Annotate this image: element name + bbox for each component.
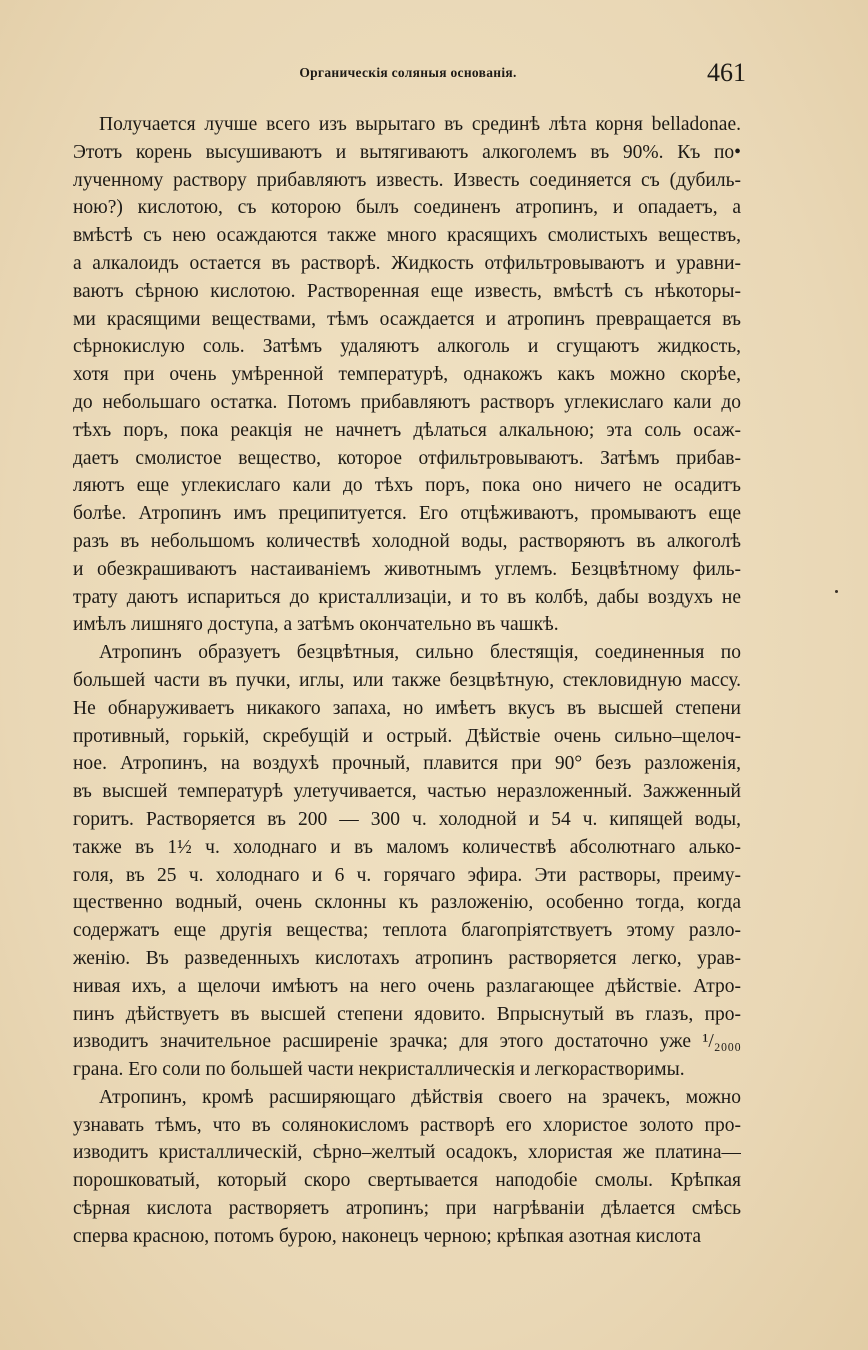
text-line: голя, въ 25 ч. холоднаго и 6 ч. горячаго эфира. Эти растворы, преиму- bbox=[73, 864, 741, 886]
text-line: сперва красною, потомъ бурою, наконецъ черною; крѣпкая азотная кислота bbox=[73, 1225, 702, 1247]
text-line: порошковатый, который скоро свертывается наподобіе смолы. Крѣпкая bbox=[73, 1170, 741, 1192]
text-line: ною?) кислотою, съ которою былъ соединенъ атропинъ, и опадаетъ, а bbox=[73, 197, 741, 219]
text-line: Не обнаруживаетъ никакого запаха, но имѣетъ вкусъ въ высшей степени bbox=[73, 697, 741, 719]
text-line: Атропинъ, кромѣ расширяющаго дѣйствія своего на зрачекъ, можно bbox=[99, 1086, 741, 1108]
text-line: и обезкрашиваютъ настаиваніемъ животнымъ углемъ. Безцвѣтному филь- bbox=[73, 558, 741, 580]
running-title: Органическія соляныя основанія. bbox=[299, 65, 517, 80]
text-line: ваютъ сѣрною кислотою. Растворенная еще известь, вмѣстѣ съ нѣкоторы- bbox=[73, 280, 741, 302]
text-line: изводитъ значительное расширеніе зрачка; для этого достаточно уже ¹/₂₀₀₀ bbox=[73, 1031, 741, 1053]
paragraph bbox=[73, 111, 741, 639]
text-line: болѣе. Атропинъ имъ преципитуется. Его отцѣживаютъ, промываютъ еще bbox=[73, 503, 741, 525]
text-line: вмѣстѣ съ нею осаждаются также много красящихъ смолистыхъ веществъ, bbox=[73, 225, 741, 247]
text-line: ми красящими веществами, тѣмъ осаждается и атропинъ превращается въ bbox=[73, 308, 741, 330]
text-line: женію. Въ разведенныхъ кислотахъ атропинъ растворяется легко, урав- bbox=[73, 947, 741, 969]
paragraph bbox=[73, 639, 741, 1084]
text-line: Получается лучше всего изъ вырытаго въ срединѣ лѣта корня belladonae. bbox=[99, 114, 741, 135]
text-line: въ высшей температурѣ улетучивается, частью неразложенный. Зажженный bbox=[73, 781, 741, 803]
text-line: содержатъ еще другія вещества; теплота благопріятствуетъ этому разло- bbox=[73, 920, 741, 942]
text-line: узнавать тѣмъ, что въ солянокисломъ растворѣ его хлористое золото про- bbox=[73, 1114, 741, 1136]
page-header bbox=[70, 58, 746, 92]
text-line: имѣлъ лишняго доступа, а затѣмъ окончательно въ чашкѣ. bbox=[73, 614, 559, 636]
text-line: также въ 1½ ч. холоднаго и въ маломъ количествѣ абсолютнаго алько- bbox=[73, 836, 741, 858]
text-line: горитъ. Растворяется въ 200 — 300 ч. холодной и 54 ч. кипящей воды, bbox=[73, 808, 741, 830]
text-line: до небольшаго остатка. Потомъ прибавляютъ растворъ углекислаго кали до bbox=[73, 391, 741, 413]
text-line: Атропинъ образуетъ безцвѣтныя, сильно блестящія, соединенныя по bbox=[99, 642, 741, 664]
text-line: тѣхъ поръ, пока реакція не начнетъ дѣлаться алкальною; эта соль осаж- bbox=[73, 419, 741, 441]
text-line: щественно водный, очень склонны къ разложенію, особенно тогда, когда bbox=[73, 892, 741, 914]
text-line: грана. Его соли по большей части некристаллическія и легкорастворимы. bbox=[73, 1059, 685, 1081]
text-line: даетъ смолистое вещество, которое отфильтровываютъ. Затѣмъ прибав- bbox=[73, 447, 741, 469]
text-line: противный, горькій, скребущій и острый. Дѣйствіе очень сильно–щелоч- bbox=[73, 725, 741, 747]
text-line: изводитъ кристаллическій, сѣрно–желтый осадокъ, хлористая же платина— bbox=[73, 1142, 741, 1164]
text-line: разъ въ небольшомъ количествѣ холодной воды, растворяютъ въ алкоголѣ bbox=[73, 530, 741, 552]
text-line: пинъ дѣйствуетъ въ высшей степени ядовито. Впрыснутый въ глазъ, про- bbox=[73, 1003, 741, 1025]
text-line: ное. Атропинъ, на воздухѣ прочный, плавится при 90° безъ разложенія, bbox=[73, 753, 741, 775]
text-line: лученному раствору прибавляютъ известь. Известь соединяется съ (дубиль- bbox=[73, 169, 741, 191]
text-line: ляютъ еще углекислаго кали до тѣхъ поръ, пока оно ничего не осадитъ bbox=[73, 475, 741, 497]
text-line: нивая ихъ, а щелочи имѣютъ на него очень разлагающее дѣйствіе. Атро- bbox=[73, 975, 741, 997]
text-line: сѣрная кислота растворяетъ атропинъ; при нагрѣваніи дѣлается смѣсь bbox=[73, 1198, 741, 1220]
text-line: Этотъ корень высушиваютъ и вытягиваютъ алкоголемъ въ 90%. Къ по• bbox=[73, 141, 741, 163]
body-text bbox=[73, 111, 741, 1251]
margin-speck bbox=[835, 590, 838, 593]
text-line: а алкалоидъ остается въ растворѣ. Жидкость отфильтровываютъ и уравни- bbox=[73, 252, 741, 274]
text-line: трату даютъ испариться до кристаллизаціи, и то въ колбѣ, дабы воздухъ не bbox=[73, 586, 741, 608]
text-line: хотя при очень умѣренной температурѣ, однакожъ какъ можно скорѣе, bbox=[73, 364, 741, 386]
text-line: большей части въ пучки, иглы, или также безцвѣтную, стекловидную массу. bbox=[73, 669, 741, 691]
page-number: 461 bbox=[707, 58, 746, 87]
paragraph bbox=[73, 1084, 741, 1251]
text-line: сѣрнокислую соль. Затѣмъ удаляютъ алкоголь и сгущаютъ жидкость, bbox=[73, 336, 741, 358]
